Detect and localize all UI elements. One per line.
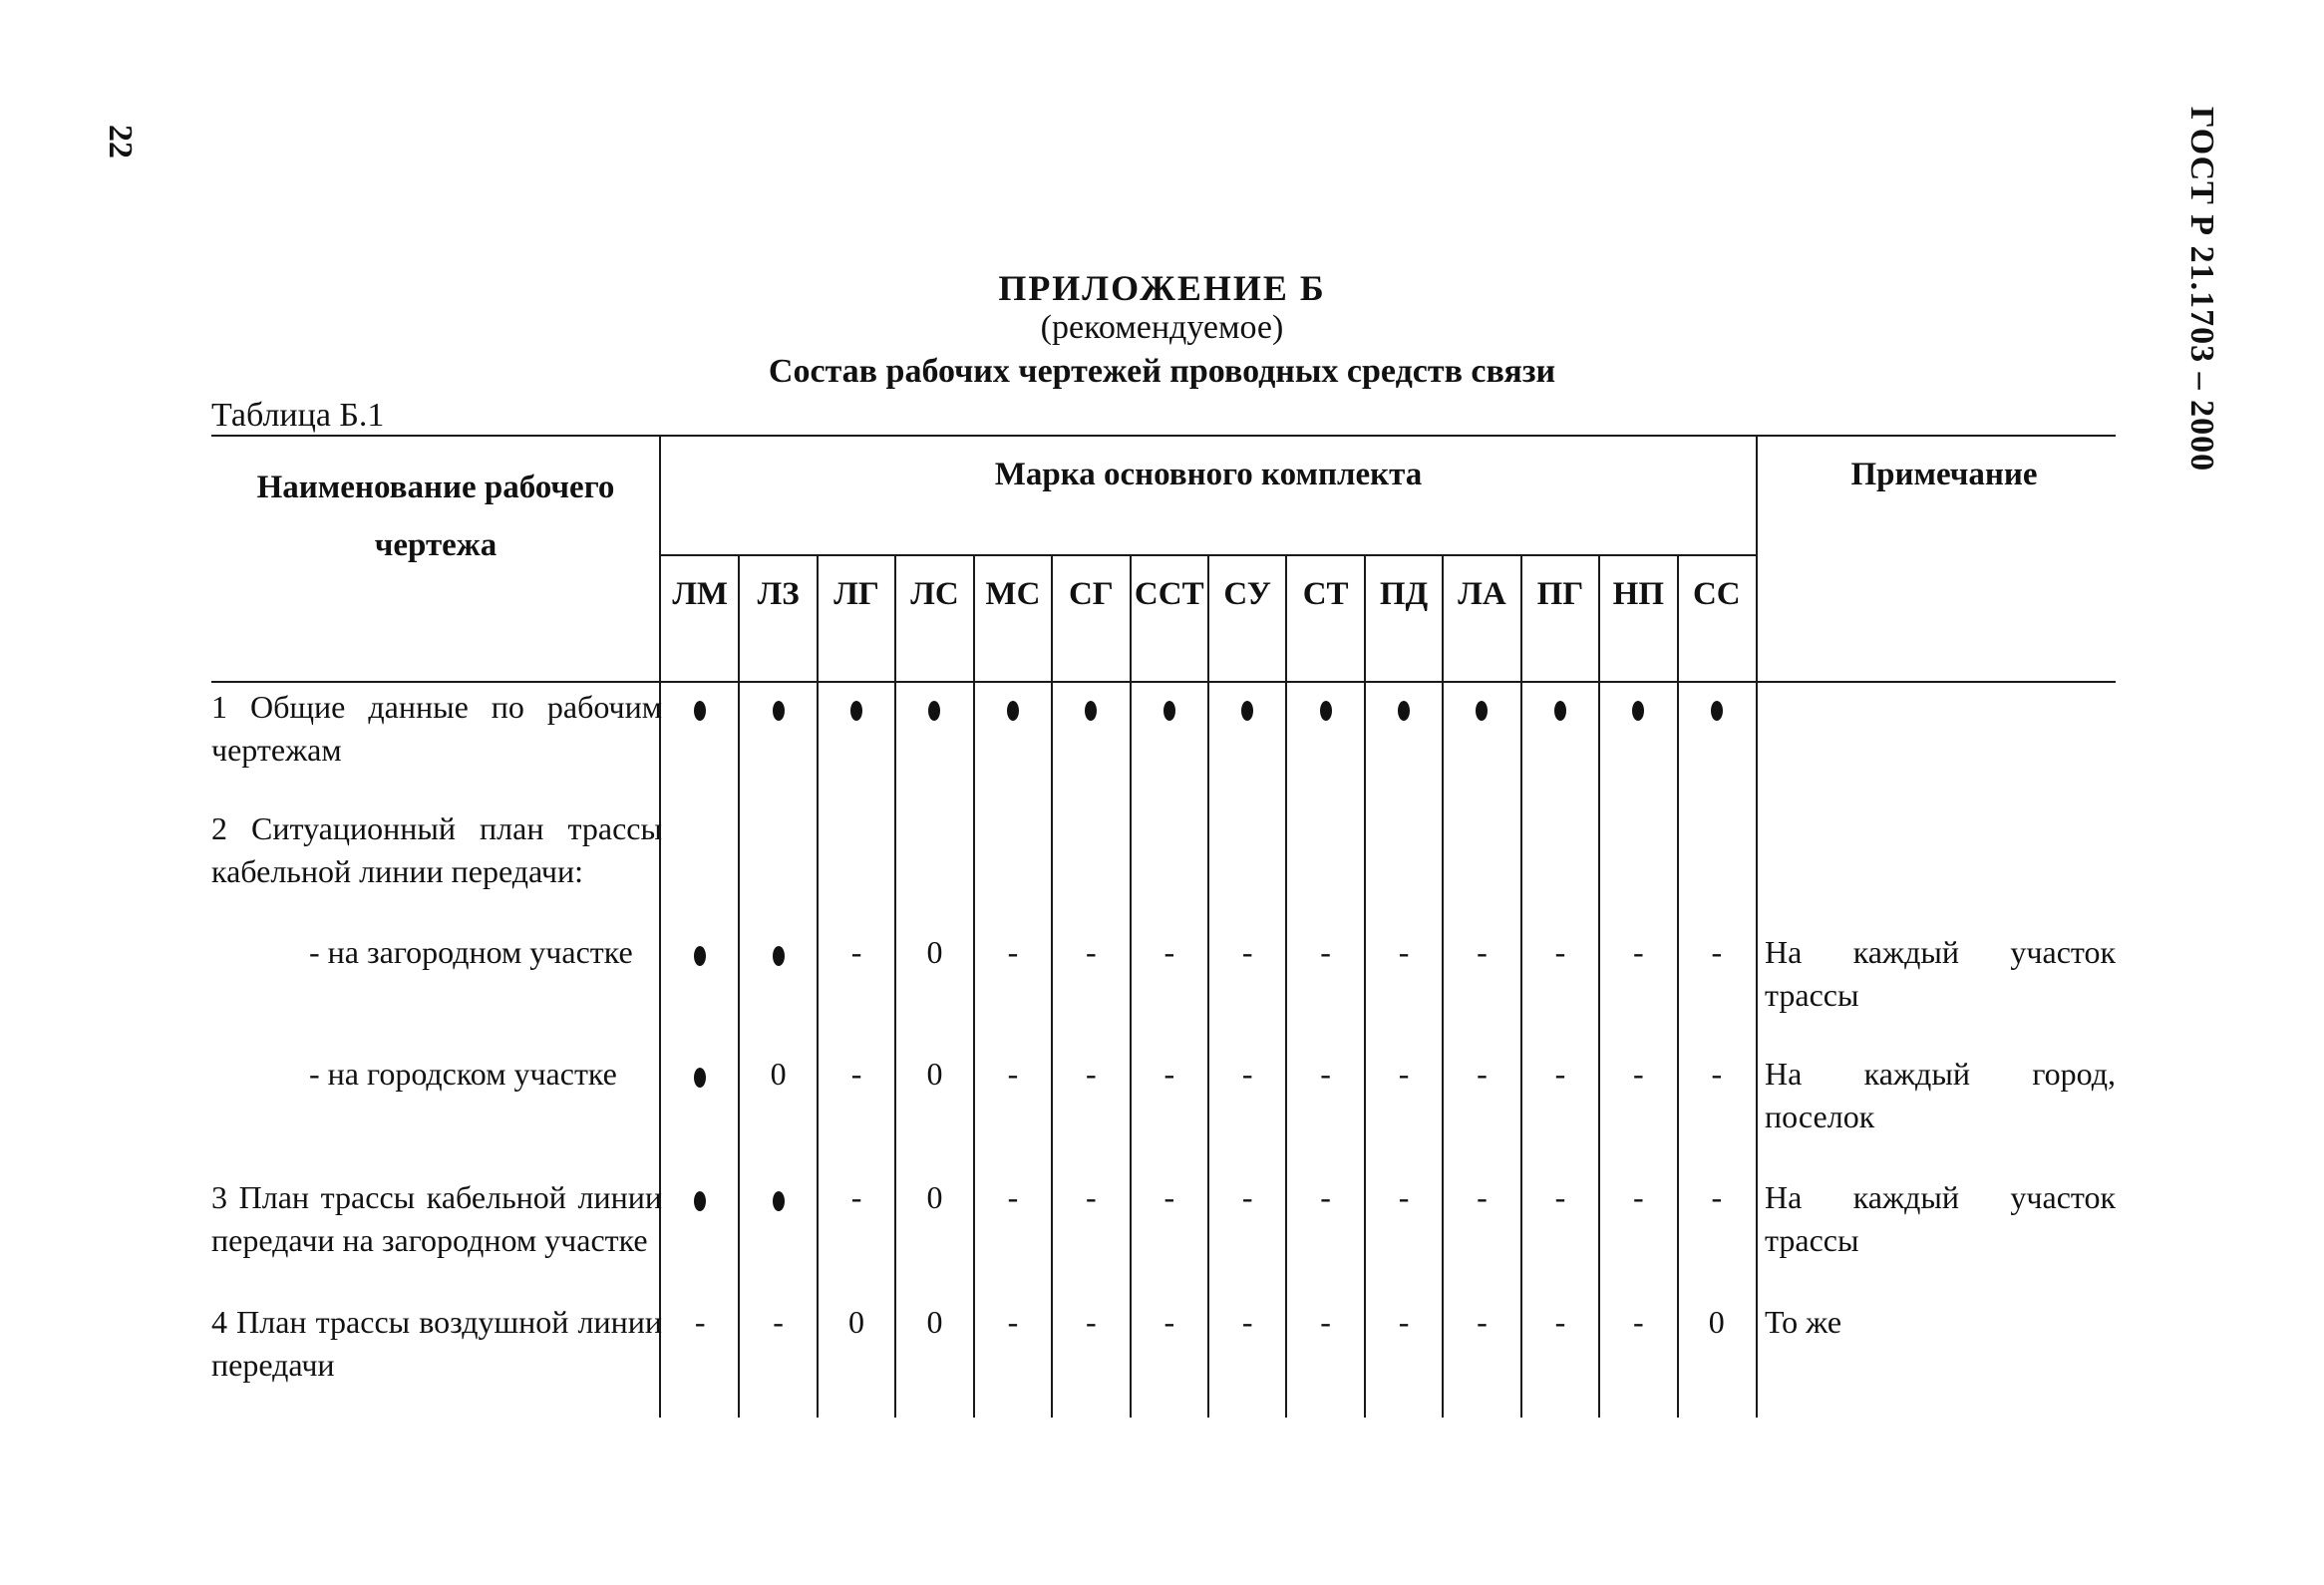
mark-cell: - bbox=[1086, 934, 1097, 970]
appendix-title: Состав рабочих чертежей проводных средств связи bbox=[768, 353, 1556, 390]
mark-cell: - bbox=[850, 934, 862, 970]
column-code: СГ bbox=[1068, 576, 1114, 612]
row-name: 3 План трассы кабельной линии передачи на загородном участке bbox=[211, 1179, 662, 1258]
column-code: ЛС bbox=[910, 576, 959, 612]
filled-dot-icon bbox=[739, 1176, 817, 1219]
filled-dot-icon bbox=[1131, 686, 1208, 729]
dot-shape bbox=[694, 946, 706, 966]
document-code: ГОСТ Р 21.1703 – 2000 bbox=[2183, 106, 2220, 473]
mark-cell: 0 bbox=[770, 1056, 787, 1092]
dot-shape bbox=[1398, 701, 1410, 721]
mark-cell: - bbox=[1320, 1056, 1331, 1092]
filled-dot-icon bbox=[1443, 686, 1520, 729]
filled-dot-icon bbox=[1208, 686, 1286, 729]
dot-shape bbox=[1320, 701, 1332, 721]
mark-cell: - bbox=[1633, 934, 1644, 970]
mark-cell: - bbox=[1086, 1304, 1097, 1340]
filled-dot-icon bbox=[1678, 686, 1756, 729]
mark-cell: - bbox=[1241, 1304, 1253, 1340]
row-note: На каждый город, поселок bbox=[1765, 1056, 2116, 1134]
mark-cell: 0 bbox=[1708, 1304, 1725, 1340]
dot-shape bbox=[694, 1068, 706, 1088]
column-code: СТ bbox=[1302, 576, 1349, 612]
mark-cell: - bbox=[1007, 1304, 1019, 1340]
mark-cell: - bbox=[1711, 1056, 1723, 1092]
column-code: ССТ bbox=[1134, 576, 1204, 612]
header-bottom-rule bbox=[211, 681, 2116, 683]
column-code: СУ bbox=[1223, 576, 1272, 612]
filled-dot-icon bbox=[1365, 686, 1443, 729]
filled-dot-icon bbox=[661, 1053, 739, 1096]
row-name: - на загородном участке bbox=[309, 934, 633, 970]
column-code: МС bbox=[985, 576, 1041, 612]
mark-cell: - bbox=[1241, 1179, 1253, 1215]
table-label: Таблица Б.1 bbox=[211, 397, 385, 434]
dot-shape bbox=[928, 701, 940, 721]
dot-shape bbox=[773, 946, 785, 966]
row-name: 4 План трассы воздушной линии передачи bbox=[211, 1304, 662, 1383]
filled-dot-icon bbox=[1286, 686, 1364, 729]
mark-cell: - bbox=[1163, 1179, 1175, 1215]
column-code: ЛЗ bbox=[757, 576, 800, 612]
mark-cell: - bbox=[1554, 1056, 1566, 1092]
dot-shape bbox=[1632, 701, 1644, 721]
row-note: На каждый участок трассы bbox=[1765, 934, 2116, 1013]
mark-cell: - bbox=[1398, 1056, 1410, 1092]
mark-cell: - bbox=[1477, 1304, 1488, 1340]
filled-dot-icon bbox=[974, 686, 1052, 729]
mark-cell: 0 bbox=[926, 1179, 943, 1215]
mark-cell: - bbox=[1477, 1056, 1488, 1092]
mark-cell: - bbox=[1007, 934, 1019, 970]
mark-cell: - bbox=[1086, 1179, 1097, 1215]
filled-dot-icon bbox=[1052, 686, 1130, 729]
mark-cell: - bbox=[1086, 1056, 1097, 1092]
dot-shape bbox=[1554, 701, 1566, 721]
mark-cell: - bbox=[1241, 934, 1253, 970]
mark-cell: - bbox=[1163, 934, 1175, 970]
filled-dot-icon bbox=[818, 686, 895, 729]
mark-cell: - bbox=[1241, 1056, 1253, 1092]
dot-shape bbox=[1007, 701, 1019, 721]
row-name: 1 Общие данные по рабочим чертежам bbox=[211, 689, 662, 768]
dot-shape bbox=[694, 701, 706, 721]
header-marks: Марка основного комплекта bbox=[994, 457, 1423, 492]
column-code: ПД bbox=[1379, 576, 1429, 612]
mark-cell: - bbox=[1398, 934, 1410, 970]
dot-shape bbox=[1476, 701, 1488, 721]
mark-cell: - bbox=[1477, 934, 1488, 970]
mark-cell: - bbox=[1007, 1056, 1019, 1092]
mark-cell: - bbox=[1633, 1304, 1644, 1340]
mark-cell: - bbox=[773, 1304, 784, 1340]
mark-cell: - bbox=[1554, 934, 1566, 970]
filled-dot-icon bbox=[1521, 686, 1599, 729]
column-code: ЛГ bbox=[833, 576, 879, 612]
mark-cell: - bbox=[1554, 1304, 1566, 1340]
mark-cell: - bbox=[850, 1179, 862, 1215]
dot-shape bbox=[1085, 701, 1097, 721]
column-code: СС bbox=[1692, 576, 1741, 612]
mark-cell: - bbox=[1633, 1179, 1644, 1215]
header-name: Наименование рабочего чертежа bbox=[256, 470, 615, 563]
mark-cell: 0 bbox=[926, 1056, 943, 1092]
mark-cell: - bbox=[1554, 1179, 1566, 1215]
header-top-rule bbox=[211, 435, 2116, 437]
appendix-heading: ПРИЛОЖЕНИЕ Б bbox=[998, 268, 1326, 308]
mark-cell: - bbox=[1477, 1179, 1488, 1215]
mark-cell: - bbox=[1320, 934, 1331, 970]
mark-cell: - bbox=[1711, 1179, 1723, 1215]
dot-shape bbox=[694, 1191, 706, 1211]
row-note: То же bbox=[1765, 1304, 1842, 1340]
mark-cell: - bbox=[1320, 1304, 1331, 1340]
mark-cell: - bbox=[1711, 934, 1723, 970]
dot-shape bbox=[773, 701, 785, 721]
mark-cell: - bbox=[1633, 1056, 1644, 1092]
row-name: - на городском участке bbox=[309, 1056, 617, 1092]
mark-cell: - bbox=[1163, 1056, 1175, 1092]
filled-dot-icon bbox=[661, 931, 739, 974]
filled-dot-icon bbox=[661, 686, 739, 729]
mark-cell: 0 bbox=[848, 1304, 865, 1340]
mark-cell: - bbox=[1398, 1179, 1410, 1215]
appendix-status: (рекомендуемое) bbox=[1040, 309, 1284, 346]
filled-dot-icon bbox=[661, 1176, 739, 1219]
filled-dot-icon bbox=[739, 931, 817, 974]
column-code: НП bbox=[1612, 576, 1665, 612]
mark-cell: - bbox=[694, 1304, 706, 1340]
mark-cell: 0 bbox=[926, 1304, 943, 1340]
mark-cell: - bbox=[850, 1056, 862, 1092]
dot-shape bbox=[1711, 701, 1723, 721]
column-code: ЛМ bbox=[672, 576, 729, 612]
header-note: Примечание bbox=[1850, 457, 2038, 492]
mark-cell: - bbox=[1398, 1304, 1410, 1340]
filled-dot-icon bbox=[1599, 686, 1677, 729]
dot-shape bbox=[1163, 701, 1175, 721]
mark-cell: 0 bbox=[926, 934, 943, 970]
filled-dot-icon bbox=[895, 686, 973, 729]
dot-shape bbox=[850, 701, 862, 721]
dot-shape bbox=[1241, 701, 1253, 721]
column-code: ЛА bbox=[1458, 576, 1506, 612]
mark-cell: - bbox=[1007, 1179, 1019, 1215]
row-note: На каждый участок трассы bbox=[1765, 1179, 2116, 1258]
row-name: 2 Ситуационный план трассы кабельной линии передачи: bbox=[211, 810, 662, 889]
filled-dot-icon bbox=[739, 686, 817, 729]
dot-shape bbox=[773, 1191, 785, 1211]
page-number: 22 bbox=[102, 125, 139, 158]
divider-marks-note bbox=[1756, 435, 1758, 1418]
mark-cell: - bbox=[1320, 1179, 1331, 1215]
column-code: ПГ bbox=[1536, 576, 1584, 612]
mark-cell: - bbox=[1163, 1304, 1175, 1340]
